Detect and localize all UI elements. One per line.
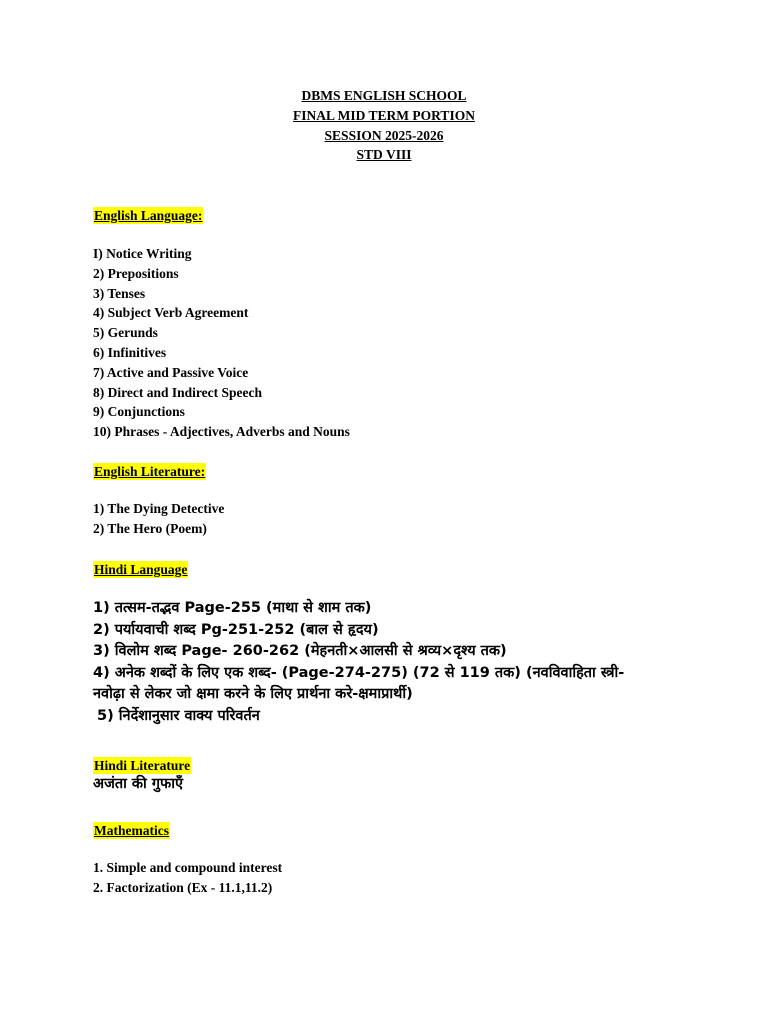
english-language-heading: English Language: — [94, 208, 203, 223]
list-item: 2) Prepositions — [93, 265, 179, 281]
list-item: 5) निर्देशानुसार वाक्य परिवर्तन — [97, 707, 260, 724]
hindi-language-heading-block — [93, 559, 713, 578]
mathematics-list — [93, 858, 713, 898]
hindi-language-list — [93, 598, 713, 727]
list-item: 7) Active and Passive Voice — [93, 364, 249, 380]
hindi-literature-heading-block — [93, 755, 713, 774]
list-item: I) Notice Writing — [93, 246, 192, 261]
list-item: 3) विलोम शब्द Page- 260-262 (मेहनती×आलसी से श्रव्य×दृश्य तक) — [93, 643, 507, 659]
list-item: 2) The Hero (Poem) — [93, 520, 207, 536]
english-language-heading-block — [93, 205, 713, 224]
list-item: 1) The Dying Detective — [93, 501, 225, 516]
list-item: 4) अनेक शब्दों के लिए एक शब्द- (Page-274-275) (72 से 119 तक) (नवविवाहिता स्त्री-नवोढ़ा से लेकर जो क्षमा करने के लिए प्रार्थना करे-क्षमाप्रार्थी) — [93, 664, 625, 702]
mathematics-heading: Mathematics — [94, 823, 169, 838]
hindi-literature-list — [93, 774, 713, 796]
list-item: 2) पर्यायवाची शब्द Pg-251-252 (बाल से हृदय) — [93, 621, 379, 638]
school-name: DBMS ENGLISH SCHOOL — [301, 88, 467, 103]
list-item: 1) तत्सम-तद्भव Page-255 (माथा से शाम तक) — [93, 600, 372, 616]
english-literature-heading-block — [93, 461, 713, 480]
list-item: 9) Conjunctions — [93, 404, 185, 420]
list-item: 8) Direct and Indirect Speech — [93, 384, 262, 400]
hindi-language-heading: Hindi Language — [94, 562, 188, 577]
list-item: 6) Infinitives — [93, 344, 167, 360]
english-literature-list — [93, 499, 713, 539]
list-item: 1. Simple and compound interest — [93, 860, 283, 875]
list-item: 3) Tenses — [93, 285, 146, 301]
list-item: 5) Gerunds — [93, 325, 158, 341]
list-item: 2. Factorization (Ex - 11.1,11.2) — [93, 879, 273, 895]
session-title: SESSION 2025-2026 — [324, 127, 444, 143]
std-title: STD VIII — [356, 147, 412, 163]
list-item: 4) Subject Verb Agreement — [93, 305, 249, 321]
list-item: 10) Phrases - Adjectives, Adverbs and Nouns — [93, 424, 350, 440]
english-language-list — [93, 244, 713, 442]
hindi-literature-heading: Hindi Literature — [94, 758, 191, 773]
list-item: अजंता की गुफाएँ — [93, 776, 183, 792]
document-header — [0, 86, 768, 165]
mathematics-heading-block — [93, 820, 713, 839]
english-literature-heading: English Literature: — [94, 464, 206, 479]
exam-title: FINAL MID TERM PORTION — [293, 107, 475, 123]
